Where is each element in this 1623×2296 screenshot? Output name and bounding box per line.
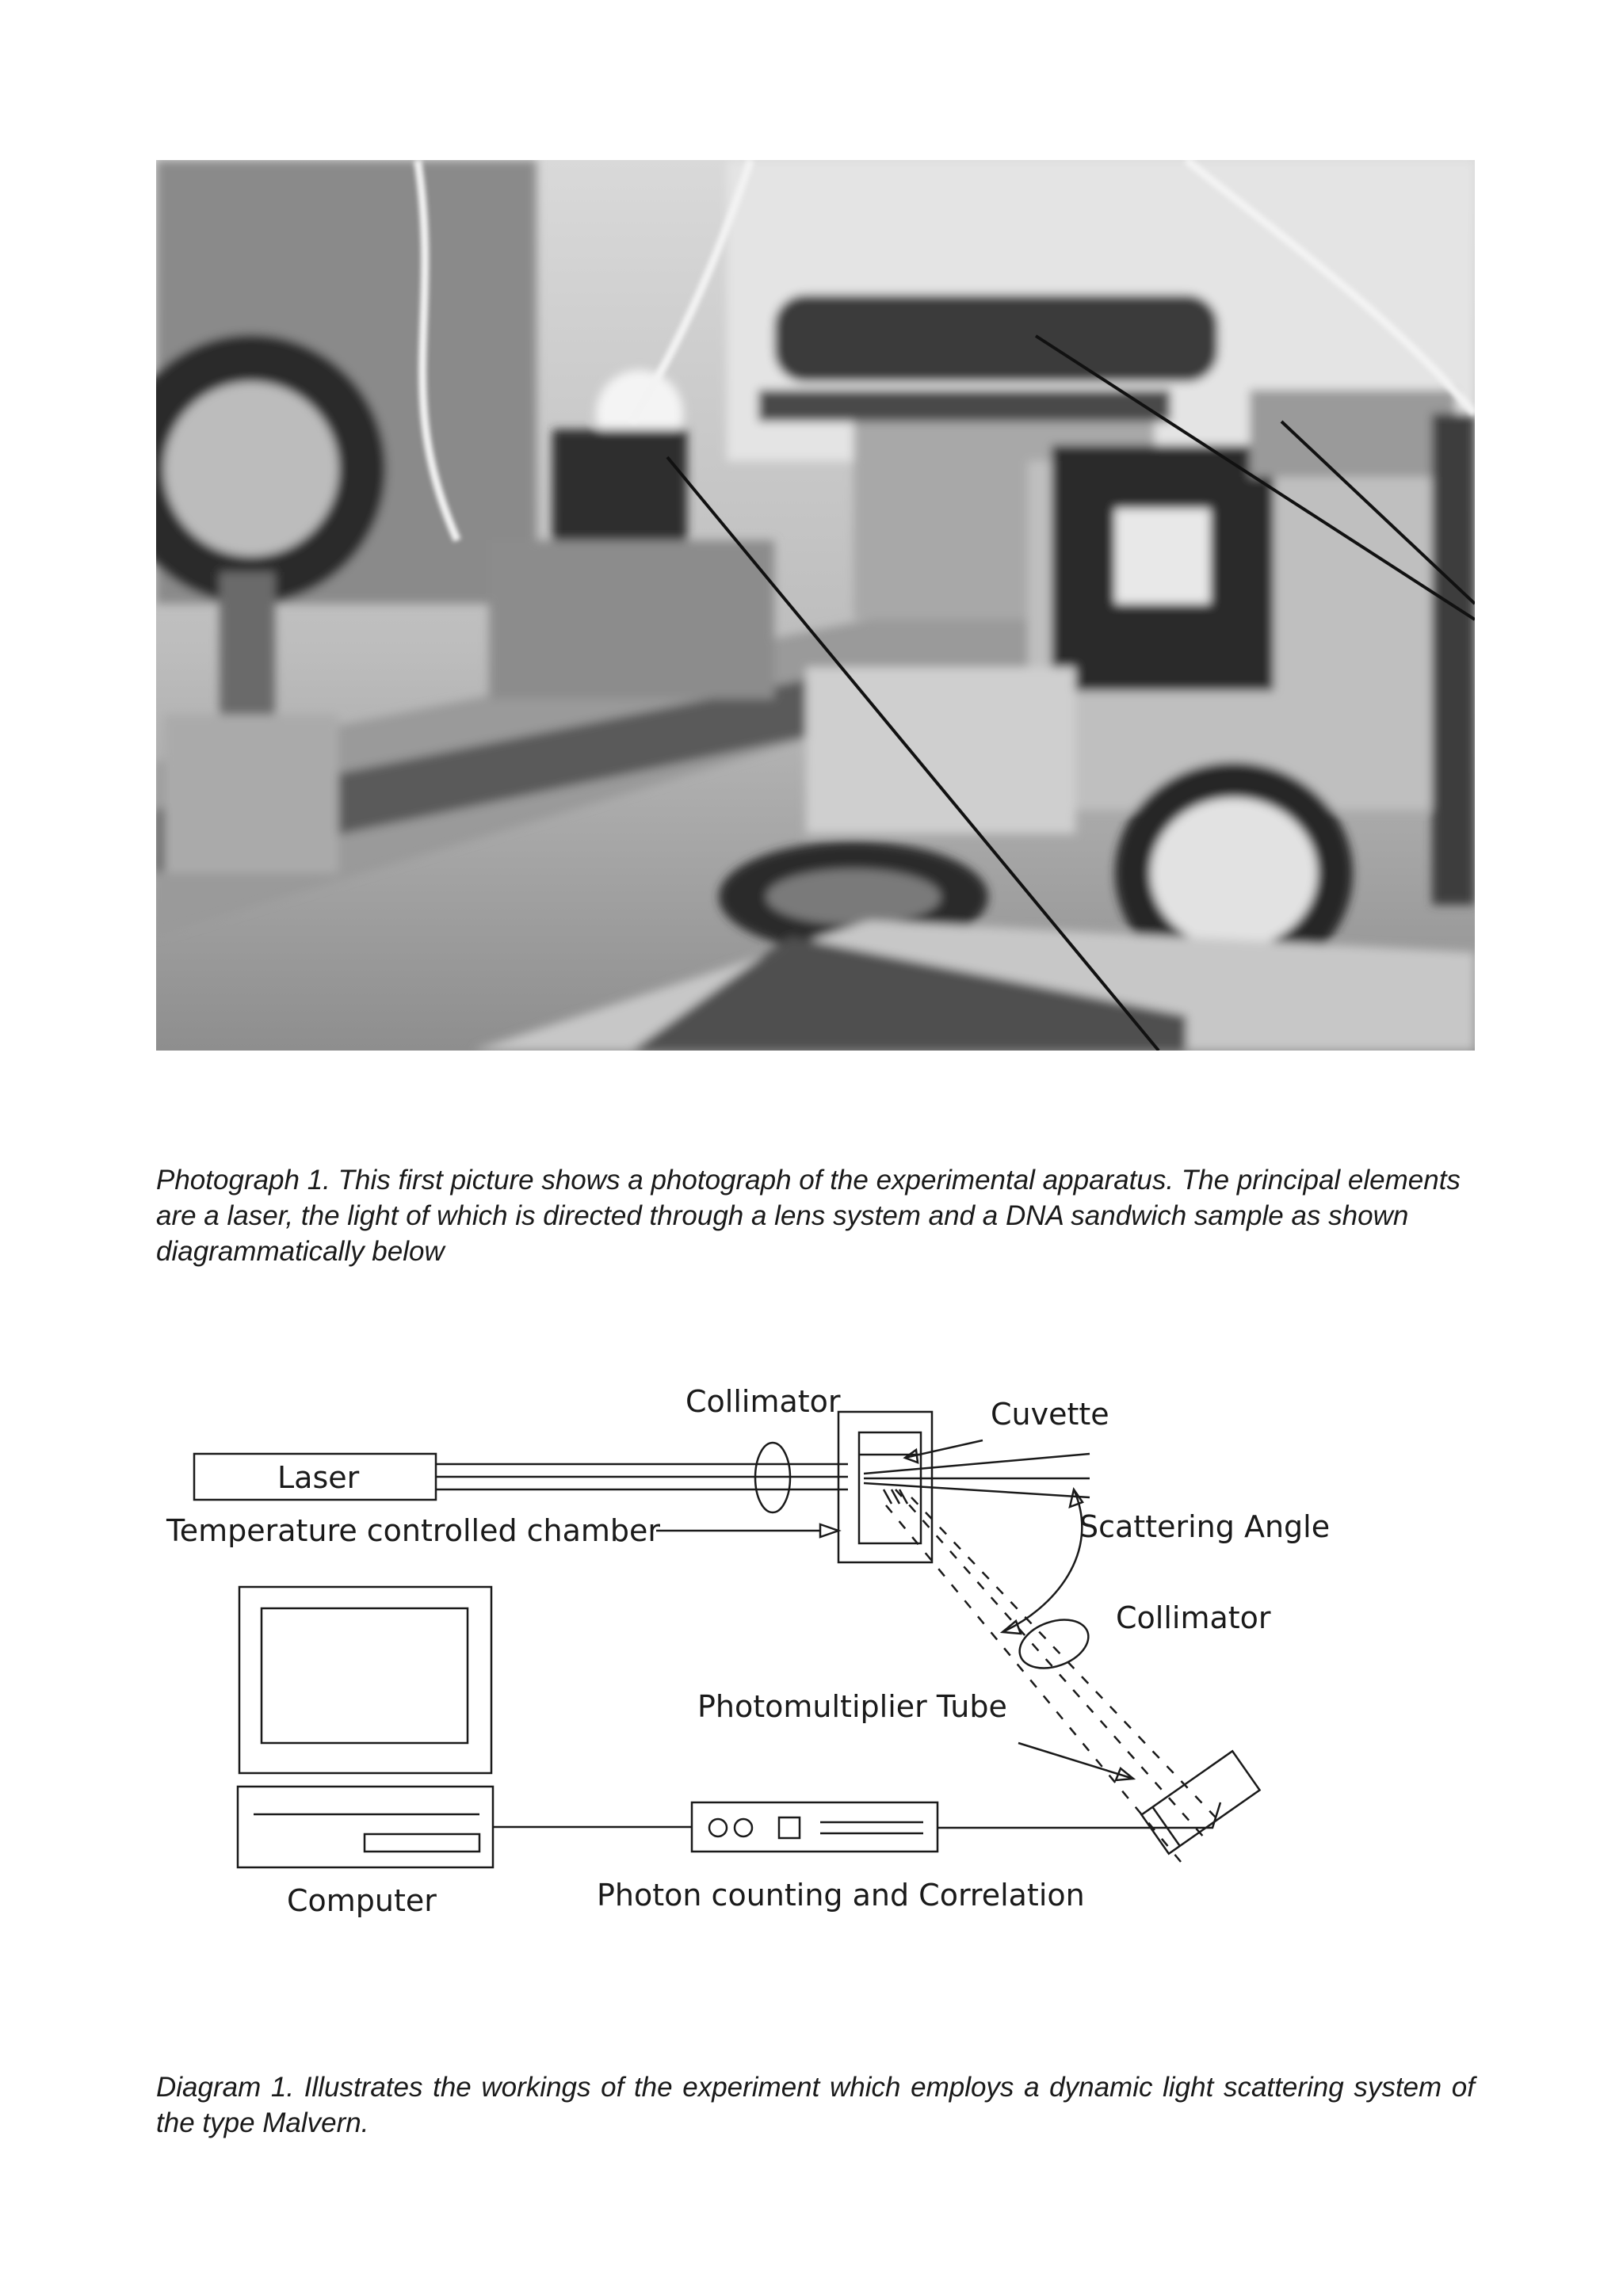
- photograph-caption: Photograph 1. This first picture shows a photograph of the experimental apparatus. The principal elements are a laser, the light of which is directed through a lens system and a DNA sandwich sample as shown diagrammatically below: [156, 1165, 1461, 1267]
- collimator-bottom-label: Collimator: [1116, 1600, 1271, 1635]
- apparatus-photo-rendering: [156, 160, 1475, 1051]
- temperature-chamber-label: Temperature controlled chamber: [166, 1513, 661, 1548]
- diagram-caption: Diagram 1. Illustrates the workings of the experiment which employs a dynamic light scattering system of the type Malvern.: [156, 2072, 1475, 2138]
- collimator-top-label: Collimator: [685, 1384, 841, 1419]
- apparatus-photograph: [156, 160, 1475, 1051]
- diagram-drawing: [151, 1371, 1355, 1925]
- scattering-angle-label: Scattering Angle: [1079, 1509, 1331, 1544]
- computer-monitor: [239, 1587, 491, 1773]
- cuvette-label: Cuvette: [991, 1397, 1109, 1432]
- computer-label: Computer: [287, 1883, 437, 1918]
- correlator-box: [692, 1802, 938, 1852]
- photon-counting-label: Photon counting and Correlation: [597, 1878, 1085, 1913]
- collimator-bottom-lens: [1013, 1611, 1095, 1676]
- cuvette: [859, 1432, 921, 1543]
- computer-base: [238, 1787, 493, 1867]
- laser-label: Laser: [277, 1460, 360, 1495]
- photomultiplier-label: Photomultiplier Tube: [697, 1689, 1007, 1724]
- light-scattering-diagram: [151, 1371, 1355, 1925]
